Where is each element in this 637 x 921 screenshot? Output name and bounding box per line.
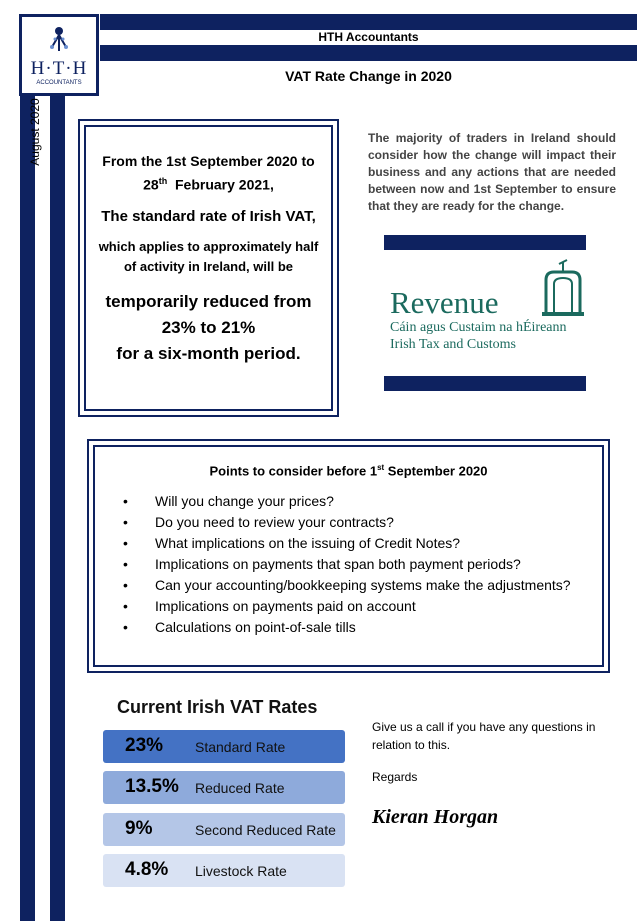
points-box	[87, 439, 610, 673]
vat-applies-text: which applies to approximately half of activity in Ireland, will be	[98, 238, 319, 274]
header-bar-top	[100, 14, 637, 30]
rate-name: Second Reduced Rate	[195, 822, 336, 838]
vat-standard-rate-text: The standard rate of Irish VAT,	[101, 207, 316, 225]
rate-percentage: 23%	[125, 735, 164, 756]
list-item: • Do you need to review your contracts?	[123, 514, 394, 530]
intro-paragraph: The majority of traders in Ireland should consider how the change will impact their business and any actions that are needed between now and 1st September to ensure that they are ready for the change.	[368, 131, 616, 213]
rate-name: Reduced Rate	[195, 780, 285, 796]
list-item: • Implications on payments that span both payment periods?	[123, 556, 521, 572]
rates-title: Current Irish VAT Rates	[117, 697, 318, 717]
points-list	[123, 491, 586, 638]
page-title: VAT Rate Change in 2020	[285, 68, 452, 84]
vat-change-box	[78, 119, 339, 417]
revenue-irish-name: Cáin agus Custaim na hÉireann	[390, 320, 567, 335]
points-title: Points to consider before 1st September 2020	[209, 463, 488, 479]
list-item: • Will you change your prices?	[123, 493, 334, 509]
list-item: • What implications on the issuing of Credit Notes?	[123, 535, 461, 551]
rate-reduced	[103, 771, 345, 804]
list-item: • Calculations on point-of-sale tills	[123, 619, 356, 635]
rate-standard	[103, 730, 345, 763]
signature: Kieran Horgan	[372, 806, 499, 828]
rate-percentage: 9%	[125, 818, 153, 839]
vat-dates: From the 1st September 2020 to 28th February 2021,	[102, 153, 315, 193]
rate-name: Livestock Rate	[195, 863, 287, 879]
vat-reduction-text: temporarily reduced from 23% to 21% for a six-month period.	[105, 291, 312, 363]
revenue-bar-top	[384, 235, 586, 250]
call-text: Give us a call if you have any questions in relation to this.	[372, 720, 596, 752]
rate-second-reduced	[103, 813, 345, 846]
revenue-logo-text: Revenue	[390, 285, 499, 320]
rate-percentage: 13.5%	[125, 776, 179, 797]
logo-letters: H·T·H	[30, 58, 88, 79]
rate-name: Standard Rate	[195, 739, 286, 755]
revenue-english-name: Irish Tax and Customs	[390, 337, 516, 352]
header-bar-bottom	[100, 45, 637, 61]
rate-livestock	[103, 854, 345, 887]
rate-percentage: 4.8%	[125, 859, 169, 880]
list-item: • Implications on payments paid on account	[123, 598, 416, 614]
logo-subtitle: ACCOUNTANTS	[36, 80, 82, 86]
company-name: HTH Accountants	[318, 30, 419, 44]
revenue-bar-bottom	[384, 376, 586, 391]
revenue-harp-icon	[540, 258, 586, 323]
side-date: August 2020	[28, 98, 42, 166]
regards-text: Regards	[372, 770, 418, 784]
list-item: • Can your accounting/bookkeeping systems make the adjustments?	[123, 577, 571, 593]
side-bar-right	[50, 96, 65, 921]
